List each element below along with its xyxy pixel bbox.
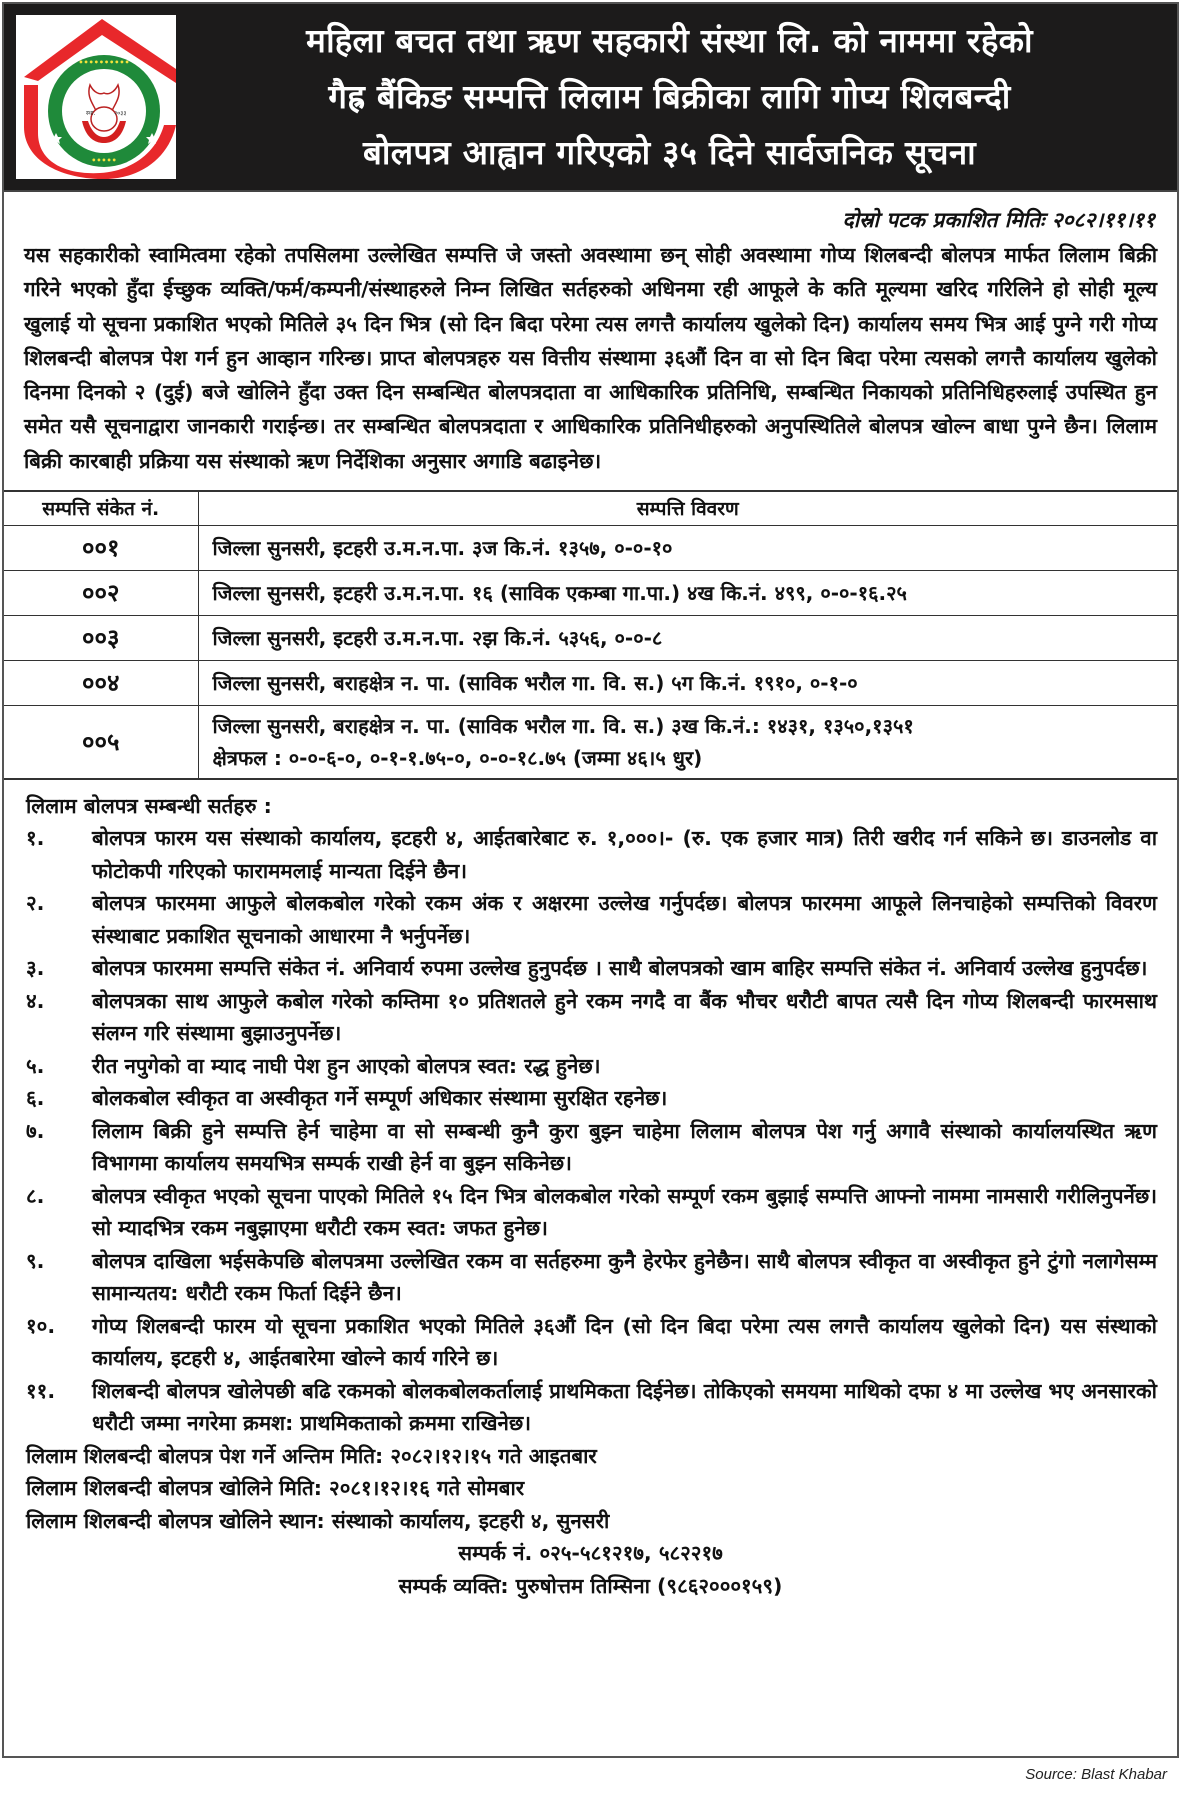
- asset-code: ००१: [4, 525, 198, 570]
- assets-table: [4, 490, 1177, 780]
- term-item: [4, 822, 1177, 887]
- table-row: [4, 705, 1177, 779]
- source-credit: Source: Blast Khabar: [1025, 1766, 1167, 1783]
- asset-description-line-1: जिल्ला सुनसरी, बराहक्षेत्र न. पा. (साविक भरौल गा. वि. स.) ३ख कि.नं.: १४३१, १३५०,१३५१: [212, 713, 914, 738]
- term-item: [4, 1082, 1177, 1115]
- term-number: ६.: [26, 1086, 45, 1111]
- term-text: बोलकबोल स्वीकृत वा अस्वीकृत गर्ने सम्पूर्ण अधिकार संस्थामा सुरक्षित रहनेछ।: [92, 1086, 668, 1111]
- asset-code: ००४: [4, 660, 198, 705]
- svg-text:स्था.: स्था.: [86, 110, 96, 117]
- asset-description: जिल्ला सुनसरी, बराहक्षेत्र न. पा. (साविक भरौल गा. वि. स.) ५ग कि.नं. १९१०, ०-१-०: [198, 660, 1177, 705]
- term-item: [4, 1180, 1177, 1245]
- term-text: रीत नपुगेको वा म्याद नाघी पेश हुन आएको बोलपत्र स्वत: रद्ध हुनेछ।: [92, 1053, 601, 1078]
- contact-number: सम्पर्क नं. ०२५-५८१२१७, ५८२२१७: [458, 1541, 723, 1566]
- term-number: ४.: [26, 988, 45, 1013]
- svg-text:••••••••••: ••••••••••: [78, 58, 130, 67]
- opening-place: लिलाम शिलबन्दी बोलपत्र खोलिने स्थान: संस्थाको कार्यालय, इटहरी ४, सुनसरी: [26, 1508, 610, 1533]
- asset-description: [198, 705, 1177, 779]
- contact-person: सम्पर्क व्यक्ति: पुरुषोत्तम तिम्सिना (९८६२०००१५९): [398, 1573, 783, 1598]
- cooperative-logo: [16, 15, 176, 179]
- term-text: बोलपत्र दाखिला भईसकेपछि बोलपत्रमा उल्लेखित रकम वा सर्तहरुमा कुनै हेरफेर हुनेछैन। साथै बोलपत्र स्वीकृत वा अस्वीकृत हुने टुंगो नलागेसम्म सामान्यतय: धरौटी रकम फिर्ता दिईने छैन।: [92, 1248, 1157, 1306]
- intro-paragraph: यस सहकारीको स्वामित्वमा रहेको तपसिलमा उल्लेखित सम्पत्ति जे जस्तो अवस्थामा छन् सोही अवस्थामा गोप्य शिलबन्दी बोलपत्र मार्फत लिलाम बिक्री गरिने भएको हुँदा ईच्छुक व्यक्ति/फर्म/कम्पनी/संस्थाहरुले निम्न लिखित सर्तहरुको अधिनमा रही आफूले के कति मूल्यमा खरिद गरिलिने हो सोही मूल्य खुलाई यो सूचना प्रकाशित भएको मितिले ३५ दिन भित्र (सो दिन बिदा परेमा त्यस लगत्तै कार्यालय खुलेको दिन) कार्यालय समय भित्र आई पुग्ने गरी गोप्य शिलबन्दी बोलपत्र पेश गर्न हुन आव्हान गरिन्छ। प्राप्त बोलपत्रहरु यस वित्तीय संस्थामा ३६औं दिन वा सो दिन बिदा परेमा त्यसको लगत्तै कार्यालय खुलेको दिनमा दिनको २ (दुई) बजे खोलिने हुँदा उक्त दिन सम्बन्धित बोलपत्रदाता वा आधिकारिक प्रतिनिधि, सम्बन्धित निकायको प्रतिनिधिहरुलाई उपस्थित हुन समेत यसै सूचनाद्वारा जानकारी गराईन्छ। तर सम्बन्धित बोलपत्रदाता र आधिकारिक प्रतिनिधीहरुको अनुपस्थितिले बोलपत्र खोल्न बाधा पुग्ने छैन। लिलाम बिक्री कारबाही प्रक्रिया यस संस्थाको ऋण निर्देशिका अनुसार अगाडि बढाइनेछ।: [24, 243, 1157, 473]
- asset-description: जिल्ला सुनसरी, इटहरी उ.म.न.पा. २झ कि.नं. ५३५६, ०-०-८: [198, 615, 1177, 660]
- term-number: ९.: [26, 1248, 45, 1273]
- terms-list: [4, 822, 1177, 1440]
- title-line-1: महिला बचत तथा ऋण सहकारी संस्था लि. को नाममा रहेको: [306, 21, 1033, 60]
- final-info: [4, 1440, 1177, 1538]
- term-number: १.: [26, 826, 45, 851]
- asset-code: ००३: [4, 615, 198, 660]
- logo-emblem-icon: [16, 15, 176, 179]
- term-number: ८.: [26, 1183, 45, 1208]
- term-item: [4, 1050, 1177, 1083]
- term-number: १०.: [26, 1313, 56, 1338]
- term-item: [4, 1310, 1177, 1375]
- term-text: बोलपत्र फारम यस संस्थाको कार्यालय, इटहरी ४, आईतबारेबाट रु. १,०००।- (रु. एक हजार मात्र) तिरी खरीद गर्न सकिने छ। डाउनलोड वा फोटोकपी गरिएको फाराममलाई मान्यता दिईने छैन।: [92, 826, 1157, 883]
- table-row: [4, 660, 1177, 705]
- notice-title: [176, 13, 1163, 181]
- asset-description: जिल्ला सुनसरी, इटहरी उ.म.न.पा. १६ (साविक एकम्बा गा.पा.) ४ख कि.नं. ४९९, ०-०-१६.२५: [198, 570, 1177, 615]
- title-line-2: गैह्र बैंकिङ सम्पत्ति लिलाम बिक्रीका लागि गोप्य शिलबन्दी: [328, 77, 1011, 116]
- opening-date: लिलाम शिलबन्दी बोलपत्र खोलिने मिति: २०८१।१२।१६ गते सोमबार: [26, 1476, 525, 1501]
- term-text: शिलबन्दी बोलपत्र खोलेपछी बढि रकमको बोलकबोलकर्तालाई प्राथमिकता दिईनेछ। तोकिएको समयमा माथिको दफा ४ मा उल्लेख भए अनसारको धरौटी जम्मा नगरेमा क्रमश: प्राथमिकताको क्रममा राखिनेछ।: [92, 1378, 1157, 1436]
- column-header-description: सम्पत्ति विवरण: [198, 491, 1177, 525]
- notice-header: [4, 4, 1177, 192]
- term-item: [4, 952, 1177, 985]
- table-row: [4, 570, 1177, 615]
- column-header-code: सम्पत्ति संकेत नं.: [4, 491, 198, 525]
- term-item: [4, 1115, 1177, 1180]
- term-text: बोलपत्र फारममा आफुले बोलकबोल गरेको रकम अंक र अक्षरमा उल्लेख गर्नुपर्दछ। बोलपत्र फारममा आफूले लिनचाहेको सम्पत्तिको विवरण संस्थाबाट प्रकाशित सूचनाको आधारमा नै भर्नुपर्नेछ।: [92, 891, 1157, 948]
- table-row: [4, 615, 1177, 660]
- title-line-3: बोलपत्र आह्वान गरिएको ३५ दिने सार्वजनिक सूचना: [363, 133, 976, 172]
- term-text: लिलाम बिक्री हुने सम्पत्ति हेर्न चाहेमा वा सो सम्बन्धी कुनै कुरा बुझ्न चाहेमा लिलाम बोलपत्र पेश गर्नु अगावै संस्थाको कार्यालयस्थित ऋण विभागमा कार्यालय समयभित्र सम्पर्क राखी हेर्न वा बुझ्न सकिनेछ।: [92, 1118, 1157, 1176]
- term-text: बोलपत्रका साथ आफुले कबोल गरेको कम्तिमा १० प्रतिशतले हुने रकम नगदै वा बैंक भौचर धरौटी बापत त्यसै दिन गोप्य शिलबन्दी फारमसाथ संलग्न गरि संस्थामा बुझाउनुपर्नेछ।: [92, 988, 1157, 1046]
- public-notice: [2, 2, 1179, 1758]
- term-item: [4, 887, 1177, 952]
- submission-deadline: लिलाम शिलबन्दी बोलपत्र पेश गर्ने अन्तिम मिति: २०८२।१२।१५ गते आइतबार: [26, 1443, 597, 1468]
- svg-text:२०३३: २०३३: [114, 110, 127, 117]
- asset-code: ००२: [4, 570, 198, 615]
- terms-heading: लिलाम बोलपत्र सम्बन्धी सर्तहरु :: [26, 794, 272, 819]
- term-number: ५.: [26, 1053, 45, 1078]
- term-item: [4, 1375, 1177, 1440]
- term-item: [4, 985, 1177, 1050]
- term-number: ११.: [26, 1378, 56, 1403]
- table-header-row: [4, 491, 1177, 525]
- svg-text:•••••: •••••: [91, 156, 117, 165]
- term-text: बोलपत्र स्वीकृत भएको सूचना पाएको मितिले १५ दिन भित्र बोलकबोल गरेको सम्पूर्ण रकम बुझाई सम्पत्ति आफ्नो नाममा नामसारी गरीलिनुपर्नेछ। सो म्यादभित्र रकम नबुझाएमा धरौटी रकम स्वत: जफत हुनेछ।: [92, 1183, 1157, 1241]
- table-row: [4, 525, 1177, 570]
- term-item: [4, 1245, 1177, 1310]
- term-text: गोप्य शिलबन्दी फारम यो सूचना प्रकाशित भएको मितिले ३६औं दिन (सो दिन बिदा परेमा त्यस लगत्तै कार्यालय खुलेको दिन) यस संस्थाको कार्यालय, इटहरी ४, आईतबारेमा खोल्ने कार्य गरिने छ।: [92, 1313, 1157, 1371]
- term-number: ३.: [26, 956, 45, 981]
- asset-description: जिल्ला सुनसरी, इटहरी उ.म.न.पा. ३ज कि.नं. १३५७, ०-०-१०: [198, 525, 1177, 570]
- asset-area-line: क्षेत्रफल : ०-०-६-०, ०-१-१.७५-०, ०-०-१८.७५ (जम्मा ४६।५ धुर): [212, 745, 703, 770]
- term-text: बोलपत्र फारममा सम्पत्ति संकेत नं. अनिवार्य रुपमा उल्लेख हुनुपर्दछ । साथै बोलपत्रको खाम बाहिर सम्पत्ति संकेत नं. अनिवार्य उल्लेख हुनुपर्दछ।: [92, 956, 1148, 981]
- publication-date: दोस्रो पटक प्रकाशित मितिः २०८२।११।११: [842, 208, 1155, 232]
- asset-code: ००५: [4, 705, 198, 779]
- term-number: २.: [26, 891, 45, 916]
- term-number: ७.: [26, 1118, 45, 1143]
